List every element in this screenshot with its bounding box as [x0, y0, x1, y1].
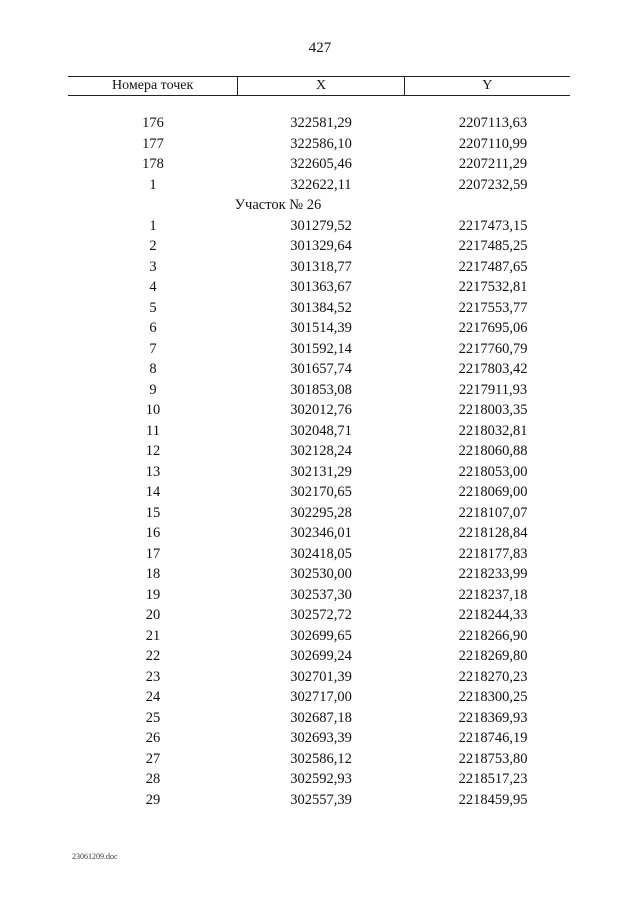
- x-coordinate-cell: 302048,71: [290, 422, 352, 439]
- x-coordinate-cell: 302699,65: [290, 627, 352, 644]
- table-row: [68, 482, 570, 503]
- table-row: [68, 585, 570, 606]
- y-coordinate-cell: 2218032,81: [458, 422, 528, 439]
- x-coordinate-cell: 322586,10: [290, 135, 352, 152]
- table-row: [68, 216, 570, 237]
- x-coordinate-cell: 301384,52: [290, 299, 352, 316]
- y-coordinate-cell: 2217911,93: [458, 381, 528, 398]
- section-title: Участок № 26: [234, 197, 322, 213]
- point-number-cell: 5: [149, 299, 157, 316]
- x-coordinate-cell: 302012,76: [290, 402, 352, 418]
- point-number-cell: 10: [145, 402, 161, 418]
- x-coordinate-cell: 302128,24: [290, 443, 352, 459]
- y-coordinate-cell: 2218266,90: [458, 627, 528, 644]
- table-row: [68, 339, 570, 360]
- table-row: [68, 236, 570, 257]
- point-number-cell: 176: [142, 115, 164, 131]
- y-coordinate-cell: 2217803,42: [458, 361, 528, 377]
- table-row: [68, 400, 570, 421]
- x-coordinate-cell: 301279,52: [290, 217, 352, 234]
- table-header: [68, 76, 570, 96]
- x-coordinate-cell: 302537,30: [290, 586, 352, 603]
- x-coordinate-cell: 302346,01: [290, 525, 352, 541]
- point-number-cell: 177: [142, 135, 164, 152]
- y-coordinate-cell: 2217695,06: [458, 320, 528, 336]
- point-number-cell: 28: [145, 771, 161, 787]
- table-row: [68, 687, 570, 708]
- point-number-cell: 26: [145, 730, 161, 746]
- x-coordinate-cell: 302530,00: [290, 566, 352, 582]
- y-coordinate-cell: 2217485,25: [458, 238, 528, 254]
- y-coordinate-cell: 2218269,80: [458, 648, 528, 664]
- x-coordinate-cell: 301853,08: [290, 381, 352, 398]
- y-coordinate-cell: 2218053,00: [458, 463, 528, 480]
- table-row: [68, 523, 570, 544]
- x-coordinate-cell: 302699,24: [290, 648, 352, 664]
- y-coordinate-cell: 2218177,83: [458, 545, 528, 562]
- point-number-cell: 15: [145, 504, 161, 521]
- header-point-number: Номера точек: [112, 78, 194, 93]
- x-coordinate-cell: 301592,14: [290, 340, 352, 357]
- table-row: [68, 667, 570, 688]
- point-number-cell: 9: [149, 381, 157, 398]
- x-coordinate-cell: 302572,72: [290, 607, 352, 623]
- y-coordinate-cell: 2218244,33: [458, 607, 528, 623]
- table-row: [68, 790, 570, 811]
- table-row: [68, 646, 570, 667]
- y-coordinate-cell: 2218069,00: [458, 484, 528, 500]
- file-name-footer: 23061209.doc: [72, 852, 118, 861]
- x-coordinate-cell: 322622,11: [290, 176, 352, 193]
- y-coordinate-cell: 2218003,35: [458, 402, 528, 418]
- table-row: [68, 769, 570, 790]
- table-row: [68, 421, 570, 442]
- x-coordinate-cell: 302701,39: [290, 668, 352, 685]
- point-number-cell: 4: [149, 279, 157, 295]
- y-coordinate-cell: 2218233,99: [458, 566, 528, 582]
- group-1: [68, 113, 570, 195]
- point-number-cell: 27: [145, 750, 161, 767]
- y-coordinate-cell: 2217473,15: [458, 217, 528, 234]
- table-row: [68, 134, 570, 155]
- table-row: [68, 113, 570, 134]
- table-row: [68, 257, 570, 278]
- point-number-cell: 2: [149, 238, 157, 254]
- table-row: [68, 708, 570, 729]
- table-row: [68, 175, 570, 196]
- y-coordinate-cell: 2207113,63: [458, 115, 528, 131]
- y-coordinate-cell: 2207211,29: [458, 156, 528, 172]
- point-number-cell: 12: [145, 443, 161, 459]
- point-number-cell: 7: [149, 340, 157, 357]
- y-coordinate-cell: 2218300,25: [458, 689, 528, 705]
- x-coordinate-cell: 302687,18: [290, 709, 352, 726]
- header-y: Y: [482, 78, 493, 93]
- point-number-cell: 19: [145, 586, 161, 603]
- y-coordinate-cell: 2207110,99: [458, 135, 528, 152]
- page-number: 427: [308, 40, 332, 56]
- x-coordinate-cell: 301363,67: [290, 279, 352, 295]
- x-coordinate-cell: 302295,28: [290, 504, 352, 521]
- x-coordinate-cell: 302170,65: [290, 484, 352, 500]
- point-number-cell: 178: [142, 156, 164, 172]
- y-coordinate-cell: 2217760,79: [458, 340, 528, 357]
- point-number-cell: 14: [145, 484, 161, 500]
- point-number-cell: 3: [149, 258, 157, 275]
- point-number-cell: 22: [145, 648, 161, 664]
- point-number-cell: 6: [149, 320, 157, 336]
- point-number-cell: 8: [149, 361, 157, 377]
- point-number-cell: 25: [145, 709, 161, 726]
- y-coordinate-cell: 2218746,19: [458, 730, 528, 746]
- header-x: X: [237, 77, 404, 95]
- table-row: [68, 462, 570, 483]
- table-row: [68, 544, 570, 565]
- point-number-cell: 23: [145, 668, 161, 685]
- table-row: [68, 441, 570, 462]
- point-number-cell: 21: [145, 627, 161, 644]
- coordinates-table-body: [68, 113, 570, 810]
- x-coordinate-cell: 302418,05: [290, 545, 352, 562]
- x-coordinate-cell: 301514,39: [290, 320, 352, 336]
- point-number-cell: 20: [145, 607, 161, 623]
- x-coordinate-cell: 302693,39: [290, 730, 352, 746]
- y-coordinate-cell: 2218459,95: [458, 791, 528, 808]
- table-row: [68, 728, 570, 749]
- table-row: [68, 564, 570, 585]
- table-row: [68, 298, 570, 319]
- table-row: [68, 626, 570, 647]
- x-coordinate-cell: 302557,39: [290, 791, 352, 808]
- point-number-cell: 18: [145, 566, 161, 582]
- y-coordinate-cell: 2218753,80: [458, 750, 528, 767]
- y-coordinate-cell: 2218237,18: [458, 586, 528, 603]
- point-number-cell: 1: [149, 176, 157, 193]
- table-row: [68, 749, 570, 770]
- y-coordinate-cell: 2218128,84: [458, 525, 528, 541]
- x-coordinate-cell: 302592,93: [290, 771, 352, 787]
- y-coordinate-cell: 2218060,88: [458, 443, 528, 459]
- y-coordinate-cell: 2217532,81: [458, 279, 528, 295]
- y-coordinate-cell: 2218107,07: [458, 504, 528, 521]
- y-coordinate-cell: 2218270,23: [458, 668, 528, 685]
- x-coordinate-cell: 302131,29: [290, 463, 352, 480]
- y-coordinate-cell: 2218369,93: [458, 709, 528, 726]
- x-coordinate-cell: 322605,46: [290, 156, 352, 172]
- table-row: [68, 318, 570, 339]
- table-row: [68, 154, 570, 175]
- point-number-cell: 24: [145, 689, 161, 705]
- y-coordinate-cell: 2217553,77: [458, 299, 528, 316]
- point-number-cell: 17: [145, 545, 161, 562]
- group-2: [68, 216, 570, 811]
- x-coordinate-cell: 322581,29: [290, 115, 352, 131]
- y-coordinate-cell: 2218517,23: [458, 771, 528, 787]
- x-coordinate-cell: 301329,64: [290, 238, 352, 254]
- table-row: [68, 605, 570, 626]
- x-coordinate-cell: 301657,74: [290, 361, 352, 377]
- y-coordinate-cell: 2217487,65: [458, 258, 528, 275]
- x-coordinate-cell: 302717,00: [290, 689, 352, 705]
- point-number-cell: 16: [145, 525, 161, 541]
- table-row: [68, 277, 570, 298]
- y-coordinate-cell: 2207232,59: [458, 176, 528, 193]
- point-number-cell: 29: [145, 791, 161, 808]
- table-row: [68, 380, 570, 401]
- x-coordinate-cell: 301318,77: [290, 258, 352, 275]
- point-number-cell: 13: [145, 463, 161, 480]
- point-number-cell: 1: [149, 217, 157, 234]
- table-row: [68, 503, 570, 524]
- table-row: [68, 359, 570, 380]
- point-number-cell: 11: [146, 422, 160, 439]
- x-coordinate-cell: 302586,12: [290, 750, 352, 767]
